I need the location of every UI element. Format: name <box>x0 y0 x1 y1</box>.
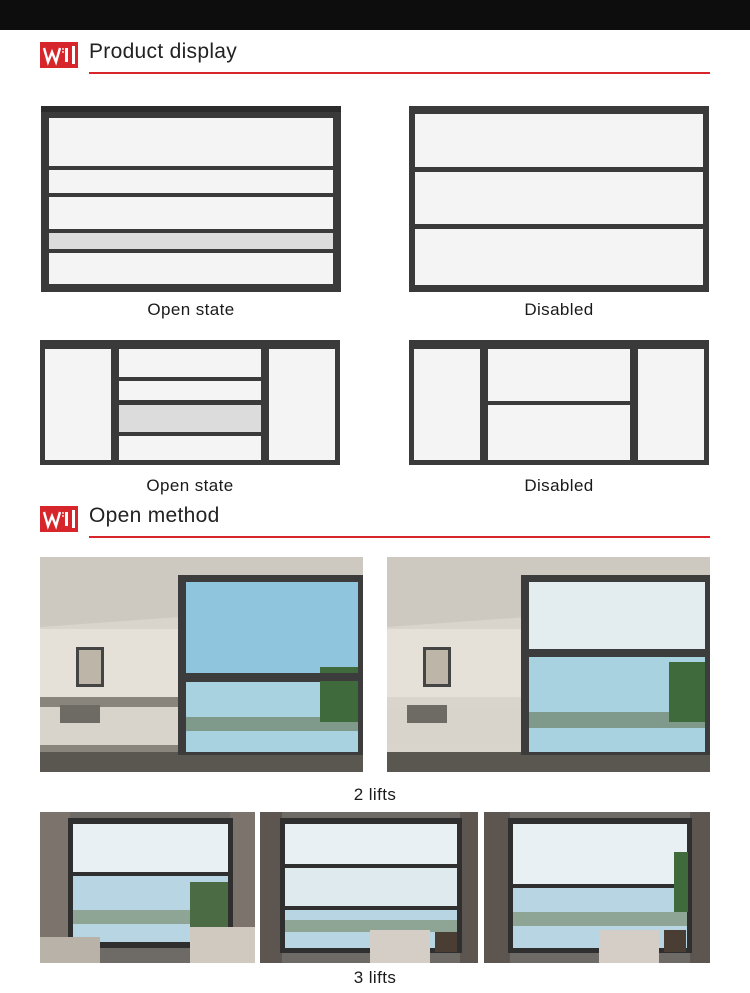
bedroom-photo-sash-raised <box>387 557 710 772</box>
section-divider <box>89 536 710 538</box>
section-divider <box>89 72 710 74</box>
section-title: Product display <box>89 40 238 63</box>
diagram-caption: Open state <box>146 476 234 495</box>
living-room-photo-2 <box>260 812 478 963</box>
photo-group-caption: 2 lifts <box>353 785 397 804</box>
window-diagram-open-state <box>41 106 341 292</box>
diagram-caption: Disabled <box>524 476 594 495</box>
bedroom-photo-sash-lowered <box>40 557 363 772</box>
window-diagram-open-state-three-bay <box>40 340 340 465</box>
photo-group-caption: 3 lifts <box>353 968 397 987</box>
diagram-caption: Disabled <box>524 300 594 319</box>
living-room-photo-3 <box>484 812 710 963</box>
living-room-photo-1 <box>40 812 255 963</box>
window-diagram-disabled <box>409 106 709 292</box>
section-title: Open method <box>89 504 220 527</box>
section-header-product-display <box>40 40 710 74</box>
section-header-open-method <box>40 504 710 538</box>
brand-logo-icon <box>40 506 78 532</box>
brand-logo-icon <box>40 42 78 68</box>
diagram-caption: Open state <box>147 300 235 319</box>
top-bar <box>0 0 750 30</box>
window-diagram-disabled-three-bay <box>409 340 709 465</box>
